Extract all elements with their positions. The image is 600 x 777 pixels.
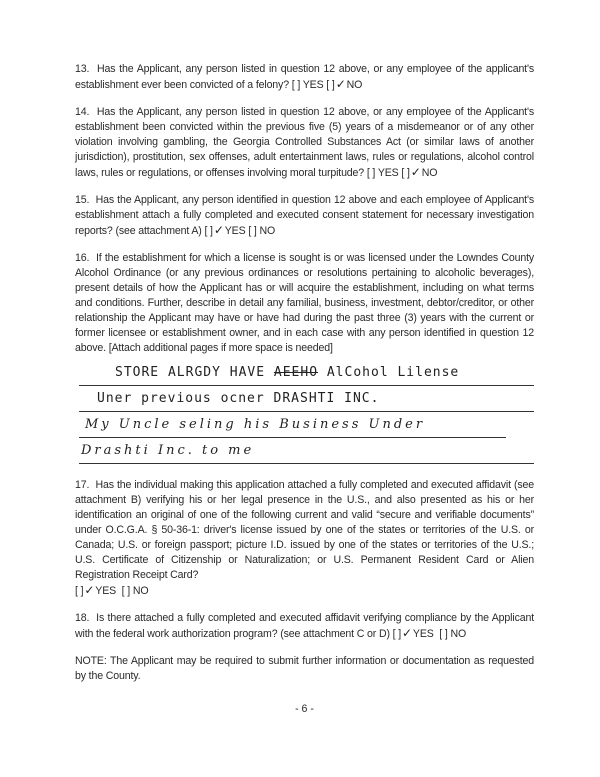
yes-checkbox[interactable]: [ ] — [291, 79, 301, 91]
no-label: NO — [346, 79, 363, 91]
no-checkbox[interactable]: [ ] — [121, 585, 131, 597]
question-text: Is there attached a fully completed and executed affidavit verifying compliance by the Applicant with the federal work authorization program? (see attachment C or D) — [75, 612, 534, 640]
question-16 — [75, 251, 534, 356]
question-text: Has the individual making this application attached a fully completed and executed affidavit (see attachment B) verifying his or her legal presence in the U.S., and also presented as his or her identification an original of one of the following current and valid “secure and verifiable documents” under O.C.G.A. § 50-36-1: driver's license issued by one of the states or territories of the U.S. or Canada; U.S. or foreign passport; picture I.D. issued by one of the states or territories of the U.S.; U.S. Certificate of Citizenship or Naturalization; or U.S. Permanent Resident Card or Alien Registration Receipt Card? — [75, 479, 534, 581]
handwritten-answer-line-2[interactable] — [79, 386, 534, 412]
no-checkbox[interactable]: [ ] — [326, 79, 335, 91]
question-18 — [75, 611, 534, 642]
yes-checkbox[interactable]: [ ] — [366, 167, 376, 179]
question-number: 17. — [75, 479, 90, 491]
question-number: 15. — [75, 194, 90, 206]
handwritten-answer-line-1[interactable] — [79, 360, 534, 386]
yes-label: YES — [95, 585, 117, 597]
handwritten-answer — [79, 360, 534, 464]
handwritten-text: My Uncle seling his Business Under — [85, 417, 426, 432]
question-number: 14. — [75, 106, 90, 118]
yes-checkbox[interactable]: [ ] — [75, 585, 84, 597]
handwritten-text: AlCohol Lilense — [326, 365, 460, 380]
question-14 — [75, 105, 534, 181]
no-checkbox[interactable]: [ ] — [248, 225, 257, 237]
yes-label: YES — [302, 79, 324, 91]
question-text: Has the Applicant, any person listed in question 12 above, or any employee of the Applicant's establishment been convicted within the previous five (5) years of a misdemeanor or of any other violation involving gambling, the Georgia Controlled Substances Act (or similar laws of another jurisdiction), prostitution, sex offenses, adult entertainment laws, rules or regulations, alcohol control laws, rules or regulations, or offenses involving moral turpitude? — [75, 106, 534, 179]
question-13 — [75, 62, 534, 93]
no-label: NO — [132, 585, 149, 597]
no-label: NO — [421, 167, 438, 179]
page-number: - 6 - — [295, 703, 314, 715]
note: NOTE: The Applicant may be required to submit further information or documentation as requested by the County. — [75, 655, 534, 682]
checkmark-icon: ✓ — [335, 77, 346, 91]
question-text: Has the Applicant, any person listed in question 12 above, or any employee of the applicant's establishment ever been convicted of a felony? — [75, 63, 534, 91]
handwritten-answer-line-4[interactable] — [79, 438, 534, 464]
question-number: 13. — [75, 63, 90, 75]
yes-label: YES — [412, 628, 434, 640]
no-checkbox[interactable]: [ ] — [401, 167, 410, 179]
yes-label: YES — [224, 225, 246, 237]
checkmark-icon: ✓ — [410, 165, 421, 179]
handwritten-text: Uner previous ocner DRASHTI INC. — [97, 391, 380, 406]
handwritten-answer-line-3[interactable] — [79, 412, 506, 438]
yes-checkbox[interactable]: [ ] — [204, 225, 213, 237]
question-text: If the establishment for which a license is sought is or was licensed under the Lowndes County Alcohol Ordinance (or any previous ordinances or resolutions pertaining to alcoholic beverages), present details of how the Applicant has or will acquire the establishment, including on what terms and conditions. Further, describe in detail any familial, business, investment, debtor/creditor, or other relationship the Applicant may have or have had during the past three (3) years with the current or former licensee or establishment owner, and in each case with any person identified in question 12 above. [Attach additional pages if more space is needed] — [75, 252, 535, 354]
yes-label: YES — [377, 167, 399, 179]
no-checkbox[interactable]: [ ] — [439, 628, 448, 640]
question-number: 16. — [75, 252, 90, 264]
no-label: NO — [450, 628, 467, 640]
yes-checkbox[interactable]: [ ] — [392, 628, 402, 640]
question-17 — [75, 478, 534, 599]
question-number: 18. — [75, 612, 90, 624]
handwritten-text: Drashti Inc. to me — [81, 443, 255, 458]
no-label: NO — [259, 225, 276, 237]
checkmark-icon: ✓ — [213, 223, 224, 237]
struck-text: AEEHO — [273, 365, 319, 380]
checkmark-icon: ✓ — [84, 583, 95, 597]
handwritten-text: STORE ALRGDY HAVE — [115, 365, 266, 380]
checkmark-icon: ✓ — [402, 626, 412, 640]
question-text: Has the Applicant, any person identified in question 12 above and each employee of Applicant's establishment attach a fully completed and executed consent statement for necessary investigation reports? (see attachment A) — [75, 194, 534, 237]
question-15 — [75, 193, 534, 239]
